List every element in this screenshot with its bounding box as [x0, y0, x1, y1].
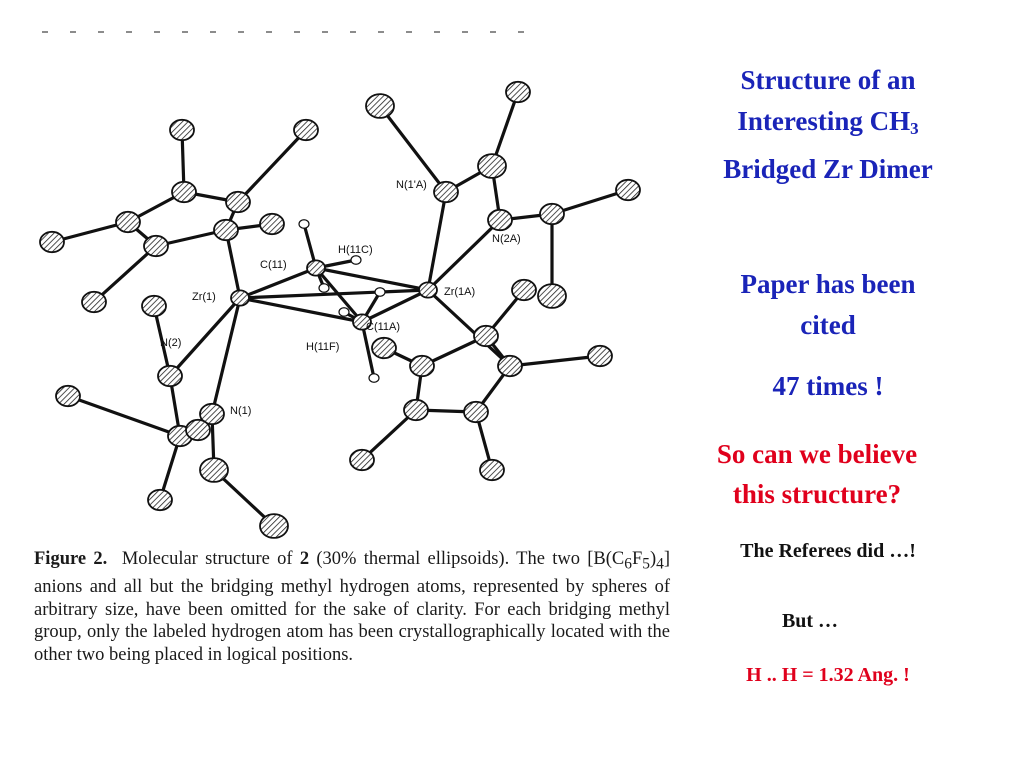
atom-l3m: [260, 214, 284, 234]
label-n2a: N(2A): [492, 233, 521, 245]
atoms: [40, 82, 640, 538]
atom-r1: [410, 356, 434, 376]
atom-lm4: [200, 458, 228, 482]
bond-r4-r4m: [510, 356, 600, 366]
atom-l1m: [170, 120, 194, 140]
atom-rc1: [478, 154, 506, 178]
question-text: So can we believe this structure?: [716, 439, 918, 509]
atom-lc2: [186, 420, 210, 440]
atom-l5: [116, 212, 140, 232]
atom-l2m: [294, 120, 318, 140]
label-zr1: Zr(1): [192, 291, 216, 303]
citation-count: 47 times !: [772, 371, 884, 401]
bond-zr1-c11: [240, 268, 316, 298]
atom-lm3: [148, 490, 172, 510]
bond-l4-l4m: [94, 246, 156, 302]
label-c11a: C(11A): [366, 321, 401, 333]
atom-l4: [144, 236, 168, 256]
atom-rm4: [616, 180, 640, 200]
atom-l4m: [82, 292, 106, 312]
atom-h2: [319, 284, 329, 293]
atom-h3: [339, 308, 349, 317]
atom-n1a: [434, 182, 458, 202]
atom-h4: [375, 288, 385, 297]
atom-r2: [404, 400, 428, 420]
label-h11c: H(11C): [338, 244, 373, 256]
atom-lm1: [142, 296, 166, 316]
atom-h5: [351, 256, 361, 265]
atom-rm2: [506, 82, 530, 102]
atom-zr1: [231, 290, 249, 305]
bond-lc1-lm2: [68, 396, 180, 436]
label-n1a: N(1'A): [396, 179, 427, 191]
atom-r5m: [512, 280, 536, 300]
referees-note: The Referees did …!: [740, 540, 916, 562]
label-h11f: H(11F): [306, 341, 340, 353]
atom-c11: [307, 260, 325, 275]
atom-h1: [299, 220, 309, 229]
atom-rm3: [540, 204, 564, 224]
atom-l1: [172, 182, 196, 202]
atom-n2a: [488, 210, 512, 230]
atom-r1m: [372, 338, 396, 358]
label-n2: N(2): [160, 337, 182, 349]
label-c11: C(11): [260, 259, 287, 271]
but-note: But …: [781, 610, 839, 632]
label-zr1a: Zr(1A): [444, 286, 476, 298]
atom-r3m: [480, 460, 504, 480]
atom-rm1: [366, 94, 394, 118]
atom-n2: [158, 366, 182, 386]
figure-caption: Figure 2. Molecular structure of 2 (30% thermal ellipsoids). The two $[B(C_6F_5)_4]$ anions and all but the bridging methyl hydrogen atoms, represented by spheres of arbitrary size, have been omitted for the sake of clarity. For each bridging methyl group, only the labeled hydrogen atom has been crystallographically located with the other two being placed in logical positions.: [34, 549, 670, 665]
atom-r5: [474, 326, 498, 346]
citation-note: Paper has been cited: [740, 269, 916, 340]
atom-lm2: [56, 386, 80, 406]
atom-h6: [369, 374, 379, 383]
atom-r3: [464, 402, 488, 422]
label-n1: N(1): [230, 405, 252, 417]
atom-l2: [226, 192, 250, 212]
atom-rm5: [538, 284, 566, 308]
caption-label: Figure 2.: [34, 549, 108, 569]
atom-l5m: [40, 232, 64, 252]
atom-zr1a: [419, 282, 437, 297]
hh-distance-note: H .. H = 1.32 Ang. !: [746, 664, 910, 686]
scanned-figure: [22, 10, 690, 710]
atom-lm5: [260, 514, 288, 538]
molecular-structure-drawing: [22, 10, 690, 540]
atom-r4m: [588, 346, 612, 366]
atom-r4: [498, 356, 522, 376]
bond-zr1a-r4: [428, 290, 510, 366]
atom-r2m: [350, 450, 374, 470]
atom-l3: [214, 220, 238, 240]
slide-title: Structure of an Interesting $CH_3$ Bridged Zr Dimer: [723, 65, 933, 184]
bond-l2-l2m: [238, 130, 306, 202]
